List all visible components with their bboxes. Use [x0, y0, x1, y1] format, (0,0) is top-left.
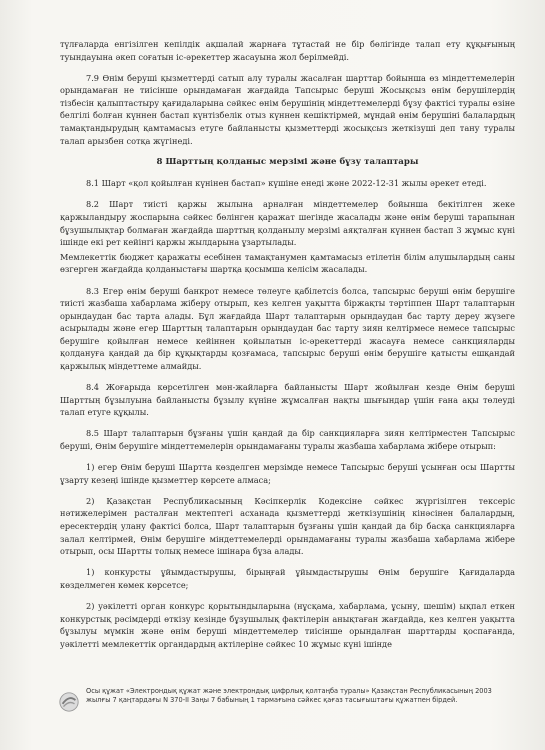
egov-logo-icon	[58, 691, 80, 713]
section-title: 8 Шарттың қолданыс мерзімі және бұзу талаптары	[156, 156, 419, 167]
list-item-2: 2) Қазақстан Республикасының Кәсіпкерлік Кодексіне сәйкес жүргізілген тексеріс нәтижелерімен расталған мектептегі асханада қызметтерді жеткізушінің кінәсінен балалардың, ересектердің улану фактісі болса, Шарт талаптарын бұзғаны үшін қандай да бір басқа санкцияларға залал келтірмей, Өнім берушіге міндеттемелерді орындамағаны туралы жазбаша хабарлама жібере отырып, осы Шартты толық немесе ішінара бұза алады.	[60, 495, 515, 557]
footer-notice	[58, 687, 498, 713]
list-item-1b: 1) конкурсты ұйымдастырушы, бірыңғай ұйымдастырушы Өнім берушіге Қағидаларда көзделмеген көмек көрсетсе;	[60, 567, 515, 590]
paragraph-8-1: 8.1 Шарт «қол қойылған күнінен бастап» күшіне енеді және 2022-12-31 жылы әрекет етеді.	[86, 178, 487, 189]
list-item-1: 1) егер Өнім беруші Шартта көзделген мерзімде немесе Тапсырыс беруші ұсынған осы Шартты ұзарту кезеңі ішінде қызметтер көрсете алмаса;	[60, 462, 515, 485]
paragraph-7-9: 7.9 Өнім беруші қызметтерді сатып алу туралы жасалған шарттар бойынша өз міндеттемелерін орындамаған не тиісінше орындамаған жағдайда Тапсырыс беруші Жосықсыз өнім берушілердің тізбесін қалыптастыру қағидаларына сәйкес өнім берушінің міндеттемелерді бұзу фактісі туралы өзіне белгілі болған күннен бастап күнтізбелік отыз күннен кешіктірмей, мұндай өнім берушіні балалардың тамақтандырудың қамтамасыз етуге байланысты қызметтерді жосықсыз жеткізуші деп тану туралы талап арызбен сотқа жүгінеді.	[60, 72, 515, 146]
list-item-2b: 2) уәкілетті орган конкурс қорытындыларына (нұсқама, хабарлама, ұсыну, шешім) ықпал еткен конкурстық рәсімдерді өткізу кезінде бұзушылық фактілерін анықтаған жағдайда, кез келген уақытта бұзылуы мүмкін және өнім беруші міндеттемелер тиісінше орындалған шарттарды қоспағанда, уәкілетті мемлекеттік органдардың актілеріне сәйкес 10 жұмыс күні ішінде	[60, 600, 515, 649]
paragraph-8-3: 8.3 Егер өнім беруші банкрот немесе төлеуге қабілетсіз болса, тапсырыс беруші өнім берушіге тиісті жазбаша хабарлама жіберу отырып, кез келген уақытта біржақты тәртіппен Шарт талаптарын орындаудан бас тарта алады. Бұл жағдайда Шарт талаптарын орындаудан бас тарту дереу жүзеге асырылады және егер Шарттың талаптарын орындаудан бас тарту зиян келтірмесе немесе тапсырыс берушіге қойылған немесе кейіннен қойылатын іс-әрекеттерді жасауға немесе санкцияларды қолдануға қандай да бір құқықтарды қозғамаса, тапсырыс беруші өнім берушіге қатысты ешқандай қаржылық міндеттеме алмайды.	[60, 285, 515, 372]
paragraph-8-4: 8.4 Жоғарыда көрсетілген мән-жайларға байланысты Шарт жойылған кезде Өнім беруші Шарттың бұзылуына байланысты бұзылу күніне жұмсалған нақты шығындар үшін ғана ақы төлеуді талап етуге құқылы.	[60, 382, 515, 418]
paragraph-continued: түлғаларда енгізілген кепілдік ақшалай жарнаға тұтастай не бір бөлігінде талап ету құқығының туындауына әкеп соғатын іс-әрекеттер жасауына жол берілмейді.	[60, 39, 515, 62]
footer-text: Осы құжат «Электрондық құжат және электрондық цифрлық қолтаңба туралы» Қазақстан Республикасының 2003 жылғы 7 қаңтардағы N 370-II Заңы 7 бабының 1 тармағына сәйкес қағаз тасығыштағы құжатпен бірдей.	[86, 687, 492, 704]
paragraph-8-2-addendum: Мемлекеттік бюджет қаражаты есебінен тамақтанумен қамтамасыз етілетін білім алушылардың саны өзгерген жағдайда қолданыстағы шартқа қосымша келісім жасалады.	[60, 251, 515, 275]
paragraph-8-5: 8.5 Шарт талаптарын бұзғаны үшін қандай да бір санкцияларға зиян келтірместен Тапсырыс беруші, Өнім берушіге міндеттемелерін орындамағаны туралы жазбаша хабарлама жібере отырып:	[60, 428, 515, 452]
paragraph-8-2: 8.2 Шарт тиісті қаржы жылына арналған міндеттемелер бойынша бекітілген жеке қаржыландыру жоспарына сәйкес бөлінген қаражат шегінде жасалады және өнім беруші тарапынан бұзушылықтар болмаған жағдайда шарттың қолданылу мерзімі аяқталған күннен бастап 3 жұмыс күні ішінде екі рет кейінгі қаржы жылдарына ұзартылады.	[60, 199, 515, 248]
document-body	[60, 38, 515, 659]
